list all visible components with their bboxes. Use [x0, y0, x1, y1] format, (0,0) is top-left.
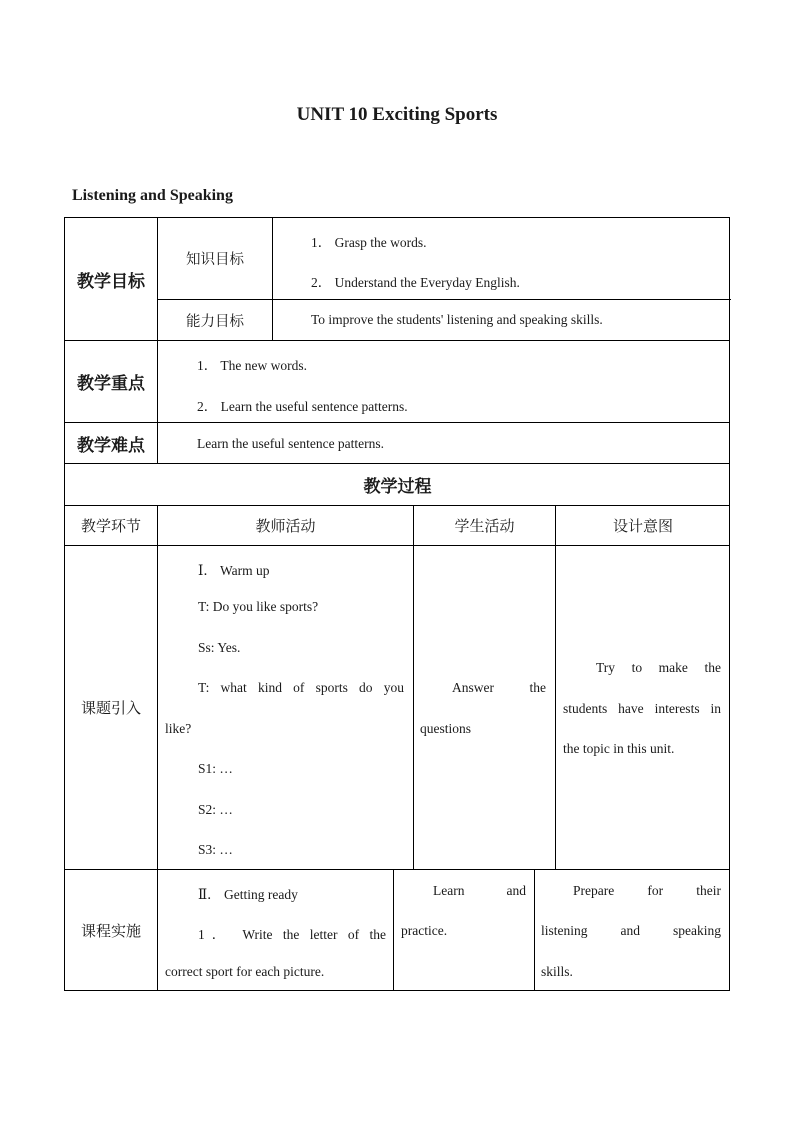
row2-student-line-a: Learn and	[433, 883, 526, 898]
knowledge-item-2: 2． Understand the Everyday English.	[311, 275, 520, 290]
row1-purpose-line-b: students have interests in	[563, 701, 721, 716]
row1-student	[413, 545, 555, 869]
column-header-purpose: 设计意图	[555, 505, 730, 545]
row2-teacher-line1b: correct sport for each picture.	[165, 964, 325, 979]
objectives-block	[157, 218, 730, 340]
key-points-label: 教学重点	[65, 340, 157, 422]
knowledge-content	[272, 218, 731, 299]
row1-teacher-heading: Ⅰ． Warm up	[198, 563, 270, 578]
key-points-content	[157, 340, 730, 422]
row2-purpose-line-c: skills.	[541, 964, 573, 979]
column-header-stage: 教学环节	[65, 505, 157, 545]
ability-text: To improve the students' listening and speaking skills.	[311, 312, 603, 327]
row1-student-line-a: Answer the	[452, 680, 546, 695]
key-point-1: 1． The new words.	[197, 358, 307, 373]
row1-student-line-b: questions	[420, 721, 472, 736]
objectives-label: 教学目标	[77, 271, 145, 292]
key-point-2: 2． Learn the useful sentence patterns.	[197, 399, 408, 414]
row1-teacher-line6: S3: …	[198, 842, 233, 857]
process-title: 教学过程	[65, 463, 730, 505]
row1-teacher-line1: T: Do you like sports?	[198, 599, 319, 614]
row1-purpose-line-a: Try to make the	[596, 660, 721, 675]
row1-teacher-line4: S1: …	[198, 761, 233, 776]
row2-purpose-line-b: listening and speaking	[541, 923, 721, 938]
row2-teacher-heading: Ⅱ． Getting ready	[198, 887, 298, 902]
difficulties-label: 教学难点	[65, 422, 157, 463]
row1-purpose	[555, 545, 730, 869]
row1-teacher-line3b: like?	[165, 721, 192, 736]
row1-teacher-line5: S2: …	[198, 802, 233, 817]
column-header-student: 学生活动	[413, 505, 555, 545]
column-header-teacher: 教师活动	[157, 505, 413, 545]
difficulties-text: Learn the useful sentence patterns.	[197, 436, 385, 451]
document-title: UNIT 10 Exciting Sports	[296, 104, 498, 125]
ability-label: 能力目标	[158, 299, 272, 340]
row2-student	[393, 869, 534, 991]
ability-content	[272, 299, 731, 340]
row1-stage: 课题引入	[65, 545, 157, 869]
row1-purpose-line-c: the topic in this unit.	[563, 741, 675, 756]
knowledge-label: 知识目标	[186, 252, 244, 268]
lesson-plan-table	[64, 217, 730, 991]
row1-teacher	[157, 545, 413, 869]
row2-teacher-line1a: 1． Write the letter of the	[198, 927, 386, 942]
row1-teacher-line3a: T: what kind of sports do you	[198, 680, 404, 695]
section-heading: Listening and Speaking	[72, 187, 233, 204]
row2-purpose-line-a: Prepare for their	[573, 883, 721, 898]
row2-teacher	[157, 869, 393, 991]
row2-stage: 课程实施	[65, 869, 157, 991]
row2-purpose	[534, 869, 730, 991]
row1-teacher-line2: Ss: Yes.	[198, 640, 241, 655]
difficulties-content	[157, 422, 730, 463]
row2-student-line-b: practice.	[401, 923, 448, 938]
knowledge-item-1: 1． Grasp the words.	[311, 235, 427, 250]
